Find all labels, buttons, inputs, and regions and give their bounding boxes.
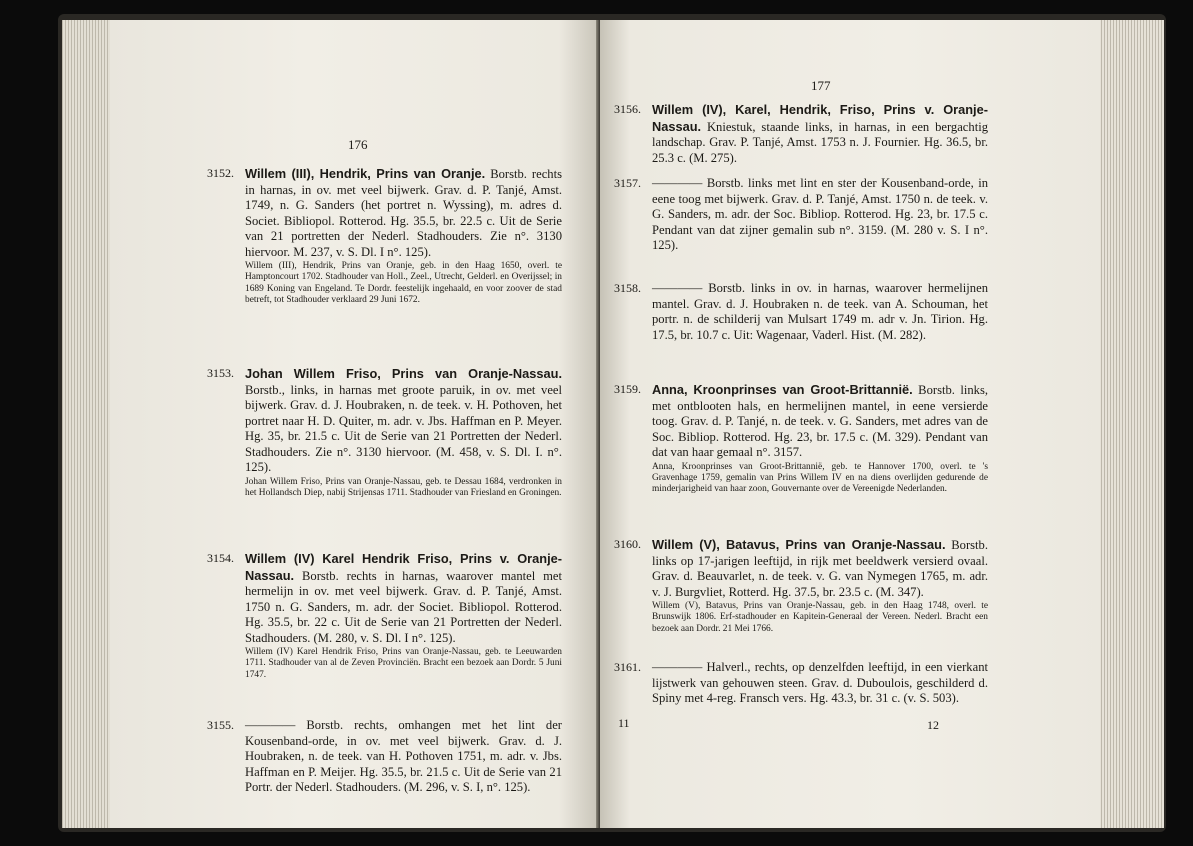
entry-number: 3161. xyxy=(614,660,641,674)
entry-name: Willem (IV) Karel Hendrik Friso, Prins v. Oranje-Nassau. xyxy=(245,551,562,583)
page-number: 176 xyxy=(348,137,368,152)
right-page-edges xyxy=(1098,20,1164,828)
entry-name: Johan Willem Friso, Prins van Oranje-Nassau. xyxy=(245,366,562,381)
entry-text: ———— Borstb. links in ov. in harnas, waarover hermelijnen mantel. Grav. d. J. Houbraken n. de teek. van A. Schouman, het portr. n. de schilderij van Mulsart 1749 m. adr v. Jn. Tirion. Hg. 17.5, br. 10.7 c. Uit: Wagenaar, Vaderl. Hist. (M. 282). xyxy=(652,281,988,342)
entry-note: Johan Willem Friso, Prins van Oranje-Nassau, geb. te Dessau 1684, verdronken in het Hollandsch Diep, nabij Strijensas 1711. Stadhouder van Friesland en Groningen. xyxy=(245,476,562,498)
catalog-entry xyxy=(614,660,988,707)
catalog-entry xyxy=(207,166,562,307)
entry-body xyxy=(652,176,988,254)
entry-body xyxy=(245,718,562,796)
entry-body xyxy=(652,382,988,461)
entry-number: 3158. xyxy=(614,281,641,295)
catalog-entry xyxy=(614,382,988,496)
printer-signature: 12 xyxy=(927,718,939,732)
entry-body xyxy=(652,660,988,707)
entry-text: Borstb. links, met ontblooten hals, en hermelijnen mantel, in eene versierde toog. Grav. d. P. Tanjé, n. de teek. v. G. Sanders, met adres van de Soc. Bibliop. Rotterod. Hg. 23, br. 17.5 c. (M. 329). Pendant van dat van haar gemaal n°. 3157. xyxy=(652,383,988,459)
catalog-entry xyxy=(614,176,988,254)
entry-body xyxy=(652,102,988,166)
entry-number: 3159. xyxy=(614,382,641,396)
entry-number: 3152. xyxy=(207,166,234,180)
entry-text: Borstb., links, in harnas met groote paruik, in ov. met veel bijwerk. Grav. d. J. Houbraken, n. de teek. v. H. Pothoven, het portret naar H. D. Quiter, m. adr. v. Jbs. Haffman en P. Meyer. Hg. 35, br. 21.5 c. Uit de Serie van 21 Portretten der Nederl. Stadhouders. Zie n°. 3130 hiervoor. (M. 458, v. S. Dl. I. n°. 125). xyxy=(245,382,562,474)
entry-text: Borstb. rechts in harnas, in ov. met veel bijwerk. Grav. d. P. Tanjé, Amst. 1749, n. G. Sanders (het portret n. Wyssing), m. adres d. Societ. Bibliopol. Rotterod. Hg. 35.5, br. 22.5 c. Uit de Serie van 21 portretten der Nederl. Stadhouders. Zie n°. 3130 hiervoor. M. 237, v. S. Dl. I n°. 125). xyxy=(245,167,562,259)
catalog-entry xyxy=(207,718,562,796)
entry-name: Anna, Kroonprinses van Groot-Brittannië. xyxy=(652,382,913,397)
page-number: 177 xyxy=(811,78,831,93)
catalog-entry xyxy=(207,366,562,499)
entry-body xyxy=(245,551,562,646)
entry-text: Kniestuk, staande links, in harnas, in een bergachtig landschap. Grav. P. Tanjé, Amst. 1753 n. J. Fournier. Hg. 36.5, br. 25.3 c. (M. 275). xyxy=(652,119,988,165)
entry-number: 3153. xyxy=(207,366,234,380)
entry-text: ———— Halverl., rechts, op denzelfden leeftijd, in een vierkant lijstwerk van gehouwen steen. Grav. d. Duboulois, geschilderd d. Spiny met 4-reg. Fransch vers. Hg. 43.3, br. 31 c. (v. S. 503). xyxy=(652,660,988,705)
catalog-entry xyxy=(614,537,988,635)
catalog-entry xyxy=(207,551,562,681)
entry-number: 3160. xyxy=(614,537,641,551)
entry-name: Willem (IV), Karel, Hendrik, Friso, Prins v. Oranje-Nassau. xyxy=(652,102,988,134)
entry-text: Borstb. rechts in harnas, waarover mantel met hermelijn in ov. met veel bijwerk. Grav. d. P. Tanjé, Amst. 1750 n. G. Sanders, m. adr. der Societ. Bibliopol. Rotterod. Hg. 35.5, br. 22 c. Uit de Serie van 21 Portretten der Nederl. Stadhouders. (M. 280, v. S. Dl. I n°. 125). xyxy=(245,568,562,645)
entry-body xyxy=(652,537,988,600)
left-page-edges xyxy=(62,20,112,828)
entry-number: 3156. xyxy=(614,102,641,116)
entry-body xyxy=(245,366,562,476)
entry-text: Borstb. links op 17-jarigen leeftijd, in rijk met beeldwerk versierd ovaal. Grav. d. Beauvarlet, n. de teek. v. G. van Nymegen 1765, m. adr. v. J. Burgvliet, Rotterd. Hg. 37.5, br. 23.5 c. (M. 347). xyxy=(652,538,988,599)
entry-number: 3154. xyxy=(207,551,234,565)
entry-text: ———— Borstb. links met lint en ster der Kousenband-orde, in eene toog met bijwerk. Grav. d. P. Tanjé, Amst. 1750 n. de teek. v. G. Sanders, m. adr. der Soc. Bibliop. Rotterod. Hg. 23, br. 17.5 c. Pendant van dat zijner gemalin sub n°. 3159. (M. 280 v. S. I n°. 125). xyxy=(652,176,988,252)
entry-note: Willem (V), Batavus, Prins van Oranje-Nassau, geb. in den Haag 1748, overl. te Brunswijk 1806. Erf-stadhouder en Kapitein-Generaal der Vereen. Nederl. Bracht een bezoek aan Dordr. 21 Mei 1766. xyxy=(652,601,988,634)
entry-note: Willem (IV) Karel Hendrik Friso, Prins van Oranje-Nassau, geb. te Leeuwarden 1711. Stadhouder van al de Zeven Provinciën. Bracht een bezoek aan Dordr. 5 Juni 1747. xyxy=(245,647,562,680)
catalog-entry xyxy=(614,102,988,166)
entry-body xyxy=(652,281,988,343)
entry-text: ———— Borstb. rechts, omhangen met het lint der Kousenband-orde, in ov. met veel bijwerk. Grav. d. J. Houbraken, n. de teek. van H. Pothoven 1751, m. adr. v. Jbs. Haffman en P. Meijer. Hg. 35.5, br. 21.5 c. Uit de Serie van 21 Portr. der Nederl. Stadhouders. (M. 296, v. S. I, n°. 125). xyxy=(245,718,562,794)
printer-signature: 11 xyxy=(618,716,630,730)
entry-number: 3155. xyxy=(207,718,234,732)
entry-body xyxy=(245,166,562,260)
entry-note: Willem (III), Hendrik, Prins van Oranje, geb. in den Haag 1650, overl. te Hamptoncourt 1702. Stadhouder van Holl., Zeel., Utrecht, Gelderl. en Overijssel; in 1689 Koning van Engeland. Te Dordr. feestelijk ingehaald, en voor zoover de stad betreft, tot Stadhouder verklaard 29 Juni 1672. xyxy=(245,261,562,306)
catalog-entry xyxy=(614,281,988,343)
entry-name: Willem (III), Hendrik, Prins van Oranje. xyxy=(245,166,486,181)
entry-note: Anna, Kroonprinses van Groot-Brittannië, geb. te Hannover 1700, overl. te 's Gravenhage 1759, gemalin van Prins Willem IV en na diens overlijden gedurende de minderjarigheid van haar zoon, Gouvernante over de Vereenigde Nederlanden. xyxy=(652,461,988,495)
left-page xyxy=(110,20,598,828)
entry-number: 3157. xyxy=(614,176,641,190)
right-page xyxy=(600,20,1100,828)
entry-name: Willem (V), Batavus, Prins van Oranje-Nassau. xyxy=(652,537,946,552)
